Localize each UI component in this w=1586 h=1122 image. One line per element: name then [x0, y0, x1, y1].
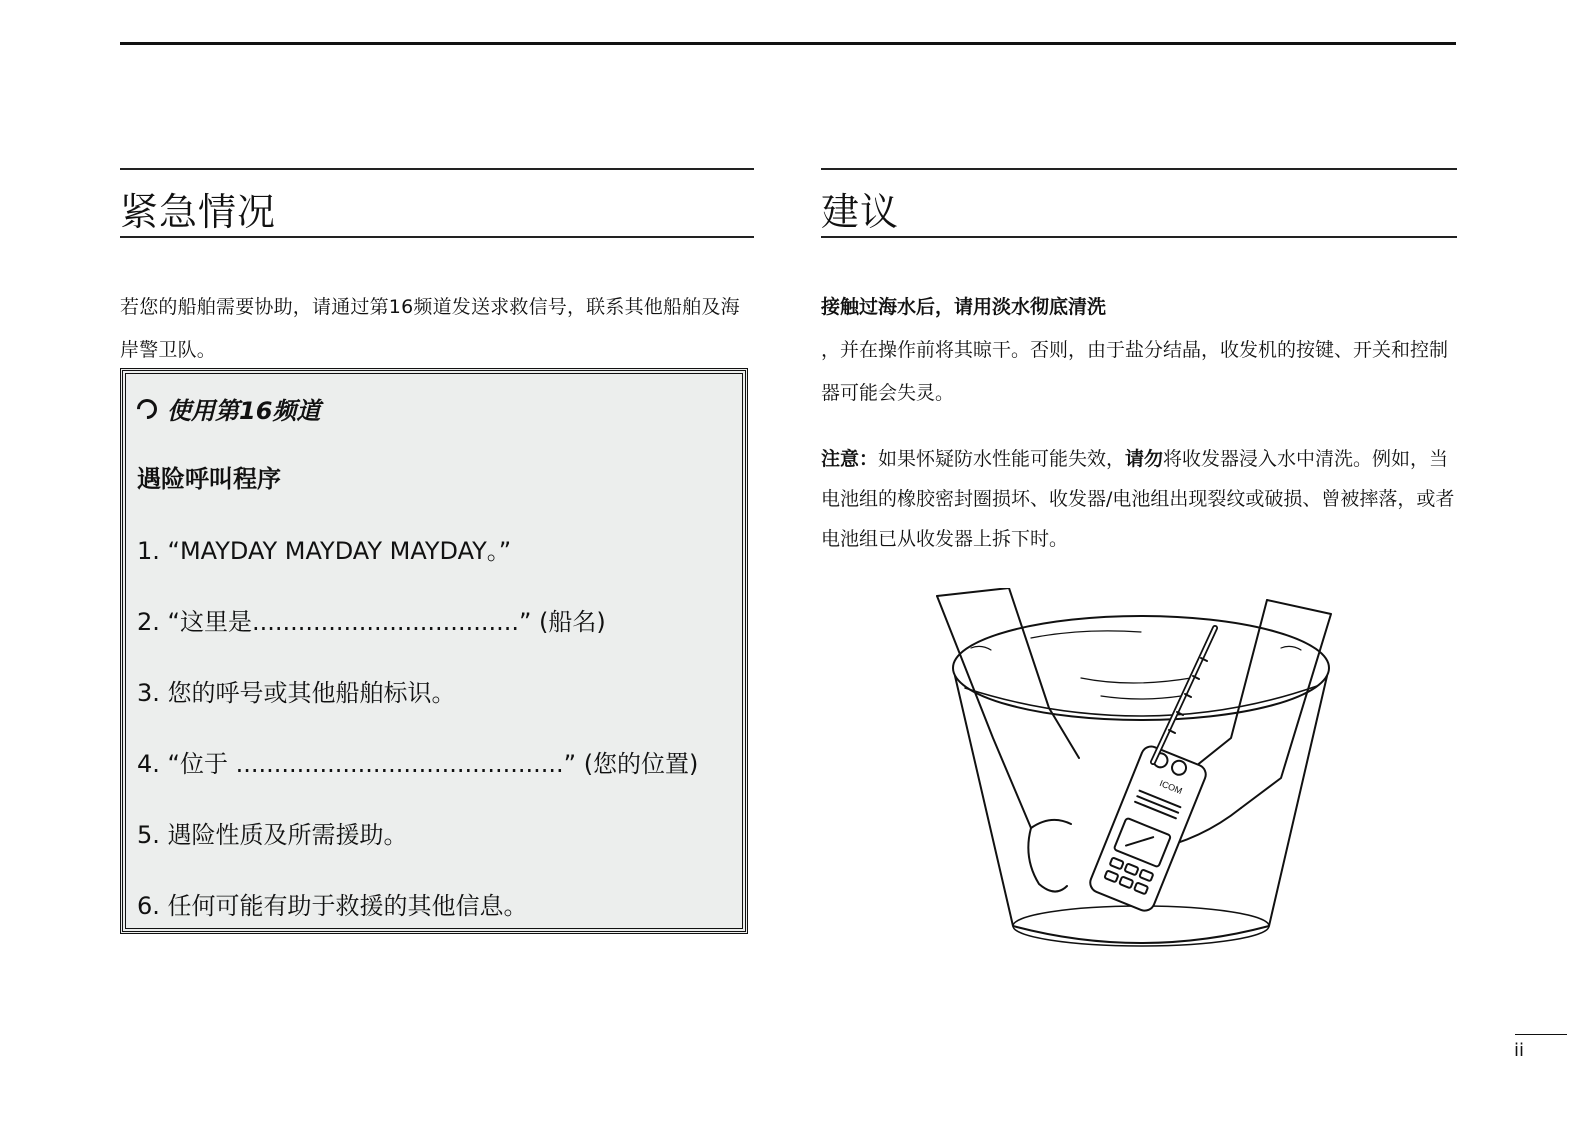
emergency-intro: 若您的船舶需要协助，请通过第16频道发送求救信号，联系其他船舶及海岸警卫队。 — [120, 296, 740, 361]
recommendation-section — [821, 168, 1457, 797]
page-number: ii — [1514, 1040, 1525, 1061]
box-heading-text: 使用第16频道 — [167, 397, 321, 425]
rinse-text: ，并在操作前将其晾干。否则，由于盐分结晶，收发机的按键、开关和控制器可能会失灵。 — [821, 339, 1449, 404]
caution-bold: 请勿 — [1125, 448, 1164, 470]
radio-in-water-bucket-illustration — [931, 588, 1351, 958]
left-arm — [937, 588, 1079, 758]
caution-label: 注意： — [821, 448, 879, 470]
top-rule — [120, 42, 1456, 45]
emergency-section — [120, 168, 754, 920]
distress-step: 3. 您的呼号或其他船舶标识。 — [137, 679, 456, 707]
page-number-rule — [1515, 1034, 1567, 1035]
section-title-recommendation: 建议 — [821, 190, 900, 234]
distress-call-box — [120, 368, 748, 934]
distress-step: 5. 遇险性质及所需援助。 — [137, 821, 408, 849]
caution-text-a: 如果怀疑防水性能可能失效， — [878, 448, 1126, 470]
circle-bullet-icon — [133, 394, 161, 422]
left-hand — [1028, 828, 1067, 892]
section-title-emergency: 紧急情况 — [120, 190, 277, 234]
distress-steps-list — [137, 531, 698, 957]
radio-logo: ICOM — [1158, 778, 1184, 797]
section-rule-bottom — [821, 236, 1457, 238]
section-rule-top — [120, 168, 754, 170]
distress-step: 4. “位于 ...........................................” (您的位置) — [137, 750, 699, 778]
caution-text-b: 将收发器浸入水中清洗。例如，当电池组的橡胶密封圈损坏、收发器/电池组出现裂纹或破损、曾被摔落，或者电池组已从收发器上拆下时。 — [821, 448, 1455, 550]
section-rule-top — [821, 168, 1457, 170]
caution-paragraph — [821, 439, 1457, 559]
handheld-radio — [1087, 744, 1208, 914]
distress-step: 6. 任何可能有助于救援的其他信息。 — [137, 892, 528, 920]
rinse-bold-text: 接触过海水后，请用淡水彻底清洗 — [821, 296, 1107, 318]
distress-step: 1. “MAYDAY MAYDAY MAYDAY。” — [137, 537, 512, 565]
rinse-paragraph — [821, 286, 1457, 415]
box-subheading: 遇险呼叫程序 — [137, 465, 281, 493]
water-surface — [965, 686, 1317, 716]
section-rule-bottom — [120, 236, 754, 238]
box-heading — [137, 391, 320, 426]
distress-step: 2. “这里是...................................” (船名) — [137, 608, 606, 636]
